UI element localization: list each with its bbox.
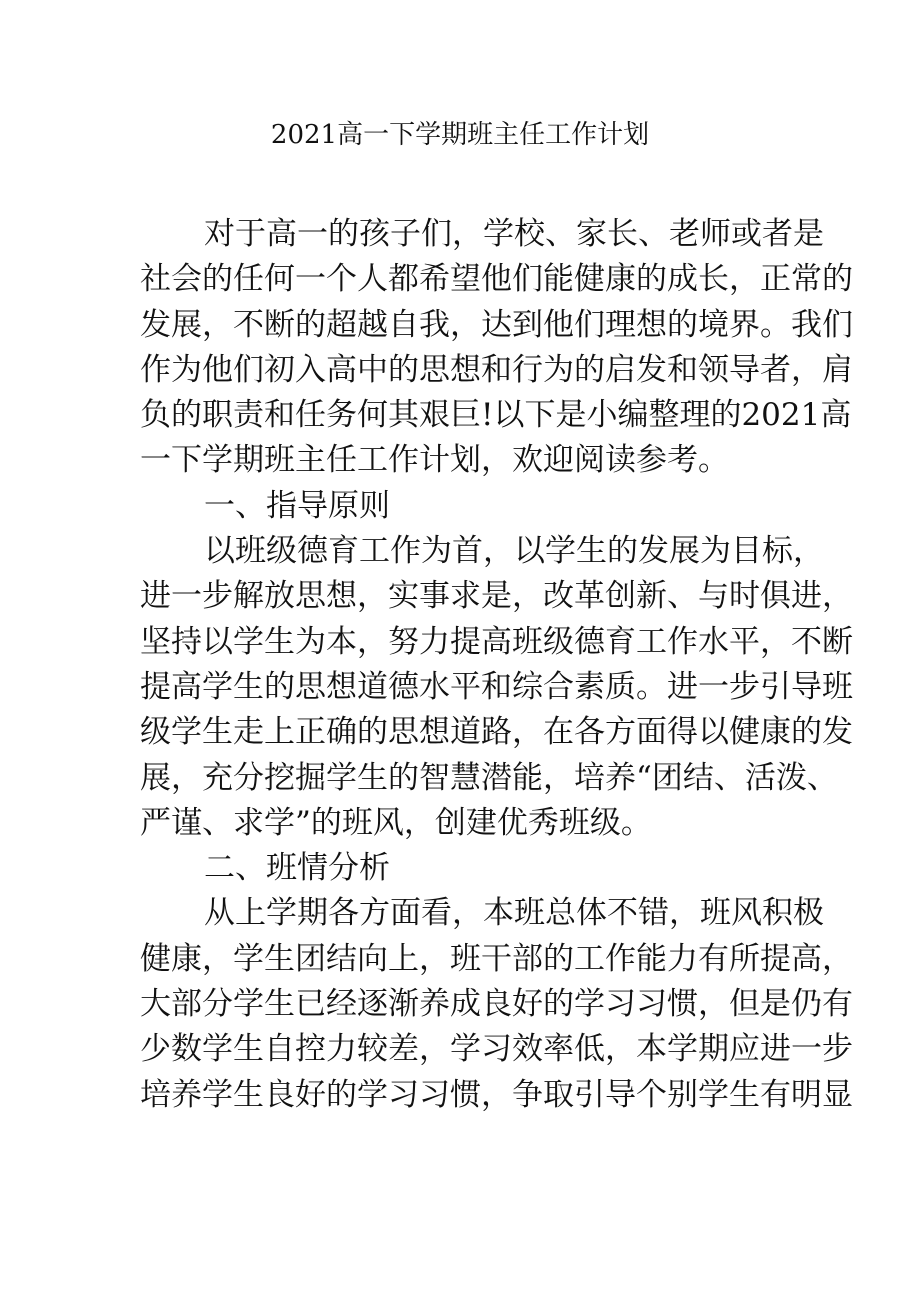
text-line: 作为他们初入高中的思想和行为的启发和领导者，肩 bbox=[140, 351, 853, 388]
document-title: 2021高一下学期班主任工作计划 bbox=[270, 120, 650, 150]
text-line: 大部分学生已经逐渐养成良好的学习习惯，但是仍有 bbox=[140, 986, 853, 1023]
text-line: 严谨、求学”的班风，创建优秀班级。 bbox=[140, 804, 652, 841]
text-line: 级学生走上正确的思想道路，在各方面得以健康的发 bbox=[140, 714, 853, 751]
document-body bbox=[140, 212, 853, 1118]
text-line: 一下学期班主任工作计划，欢迎阅读参考。 bbox=[140, 442, 729, 479]
text-line: 从上学期各方面看，本班总体不错，班风积极 bbox=[204, 895, 824, 932]
text-line: 培养学生良好的学习习惯，争取引导个别学生有明显 bbox=[140, 1076, 853, 1113]
text-line: 坚持以学生为本，努力提高班级德育工作水平，不断 bbox=[140, 623, 853, 660]
text-line: 展，充分挖掘学生的智慧潜能，培养“团结、活泼、 bbox=[140, 759, 838, 796]
text-line: 负的职责和任务何其艰巨!以下是小编整理的2021高 bbox=[140, 397, 852, 434]
section-heading: 一、指导原则 bbox=[204, 487, 390, 524]
text-line: 以班级德育工作为首，以学生的发展为目标， bbox=[204, 533, 824, 570]
text-line: 健康，学生团结向上，班干部的工作能力有所提高， bbox=[140, 940, 853, 977]
text-line: 社会的任何一个人都希望他们能健康的成长，正常的 bbox=[140, 261, 853, 298]
text-line: 发展，不断的超越自我，达到他们理想的境界。我们 bbox=[140, 306, 853, 343]
text-line: 进一步解放思想，实事求是，改革创新、与时俱进， bbox=[140, 578, 853, 615]
text-line: 提高学生的思想道德水平和综合素质。进一步引导班 bbox=[140, 668, 853, 705]
section-heading: 二、班情分析 bbox=[204, 850, 390, 887]
text-line: 对于高一的孩子们，学校、家长、老师或者是 bbox=[204, 216, 824, 252]
text-line: 少数学生自控力较差，学习效率低，本学期应进一步 bbox=[140, 1031, 853, 1068]
